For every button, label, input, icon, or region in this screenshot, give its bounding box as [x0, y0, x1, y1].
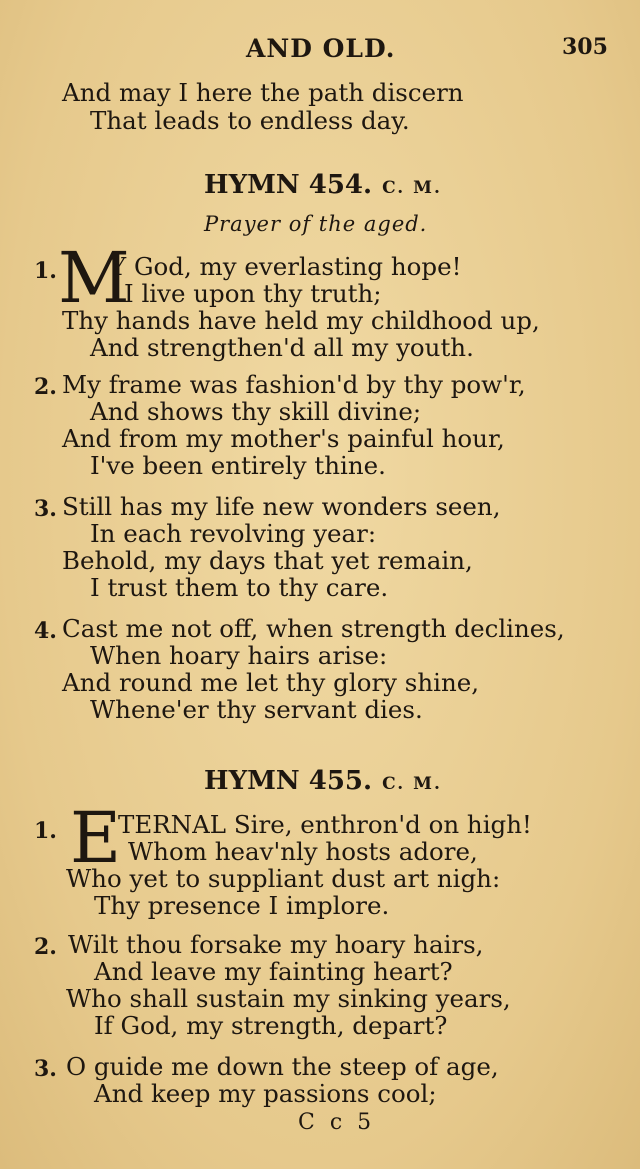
verse-line: My frame was fashion'd by thy pow'r,	[62, 370, 526, 399]
verse-line: In each revolving year:	[90, 519, 377, 548]
verse-line: And shows thy skill divine;	[90, 397, 422, 426]
verse-line: I've been entirely thine.	[90, 451, 386, 480]
hymn-heading	[204, 766, 442, 796]
verse-line: And keep my passions cool;	[94, 1079, 437, 1108]
stanza-number: 4.	[34, 618, 57, 644]
verse-line: That leads to endless day.	[90, 106, 410, 135]
stanza-number: 3.	[34, 496, 57, 522]
stanza-number: 2.	[34, 934, 57, 960]
hymn-number: HYMN 455.	[204, 766, 373, 796]
running-title: AND OLD.	[246, 34, 396, 63]
verse-line: Still has my life new wonders seen,	[62, 492, 501, 521]
verse-line: When hoary hairs arise:	[90, 641, 388, 670]
stanza-number: 1.	[34, 818, 57, 844]
hymn-number: HYMN 454.	[204, 170, 373, 200]
verse-line: Who yet to suppliant dust art nigh:	[66, 864, 501, 893]
verse-line: And strengthen'd all my youth.	[90, 333, 474, 362]
verse-line: Wilt thou forsake my hoary hairs,	[68, 930, 484, 959]
hymn-heading	[204, 170, 442, 200]
verse-line: Cast me not off, when strength declines,	[62, 614, 565, 643]
verse-line: I live upon thy truth;	[124, 279, 382, 308]
verse-line: Thy presence I implore.	[94, 891, 390, 920]
hymn-meter: C. M.	[382, 774, 442, 794]
hymn-meter: C. M.	[382, 178, 442, 198]
hymn-subtitle: Prayer of the aged.	[204, 212, 428, 236]
page-number: 305	[562, 34, 608, 60]
stanza-number: 1.	[34, 258, 57, 284]
verse-line: Thy hands have held my childhood up,	[62, 306, 540, 335]
stanza-number: 2.	[34, 374, 57, 400]
verse-line: Behold, my days that yet remain,	[62, 546, 473, 575]
verse-line: Who shall sustain my sinking years,	[66, 984, 511, 1013]
verse-line: TERNAL Sire, enthron'd on high!	[118, 810, 532, 839]
verse-line: Whom heav'nly hosts adore,	[128, 837, 478, 866]
signature-mark: C c 5	[298, 1110, 376, 1135]
drop-cap: M	[58, 237, 130, 319]
verse-line: O guide me down the steep of age,	[66, 1052, 499, 1081]
verse-line: I trust them to thy care.	[90, 573, 389, 602]
verse-line: Whene'er thy servant dies.	[90, 695, 423, 724]
verse-line: And round me let thy glory shine,	[62, 668, 480, 697]
verse-line: If God, my strength, depart?	[94, 1011, 448, 1040]
verse-line: And from my mother's painful hour,	[62, 424, 505, 453]
verse-line: Y God, my everlasting hope!	[110, 252, 462, 281]
verse-line: And may I here the path discern	[62, 78, 464, 107]
stanza-number: 3.	[34, 1056, 57, 1082]
drop-cap: E	[70, 797, 122, 879]
verse-line: And leave my fainting heart?	[94, 957, 453, 986]
